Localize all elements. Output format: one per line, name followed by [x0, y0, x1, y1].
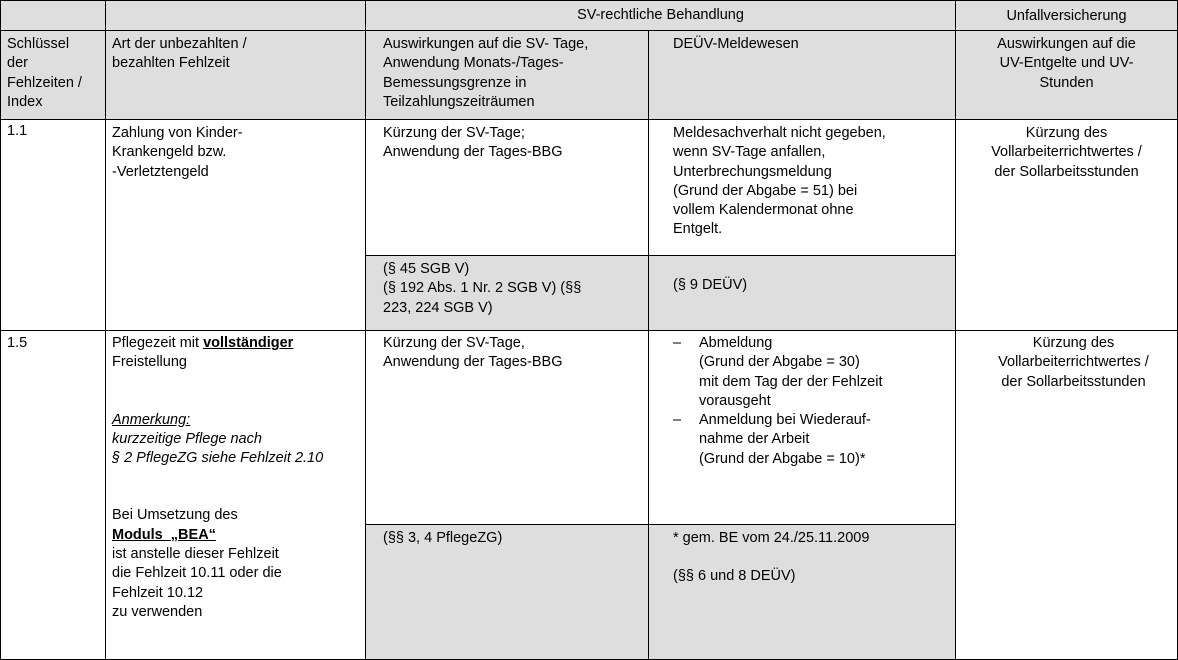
row-1-5-type-line1 — [112, 334, 359, 353]
row-1-5-deuev-ref — [648, 524, 956, 660]
header-group-uv: Unfallversicherung — [955, 0, 1178, 31]
row-1-1-deuev-ref: (§ 9 DEÜV) — [648, 255, 956, 331]
row-1-5-deuev-note: * gem. BE vom 24./25.11.2009 — [673, 530, 870, 546]
header-group-sv: SV-rechtliche Behandlung — [365, 0, 956, 31]
row-1-5-uv: Kürzung des Vollarbeiterrichtwertes / der Sollarbeitsstunden — [955, 330, 1178, 660]
row-1-5-type — [105, 330, 366, 660]
row-1-5-bea-prefix: Bei Umsetzung des — [112, 507, 238, 524]
row-1-5-type-emphasis: vollständiger — [203, 335, 294, 351]
row-1-1-deuev: Meldesachverhalt nicht gegeben, wenn SV-Tage anfallen, Unterbrechungsmeldung (Grund der Abgabe = 51) bei vollem Kalendermonat ohne Entgelt. — [648, 119, 956, 256]
row-1-5-bea-emphasis: Moduls „BEA“ — [112, 526, 216, 543]
header-col-sv-days: Auswirkungen auf die SV- Tage, Anwendung Monats-/Tages- Bemessungsgrenze in Teilzahlungszeiträumen — [365, 30, 649, 120]
header-col-key: Schlüssel der Fehlzeiten / Index — [0, 30, 106, 120]
row-1-5-bea-suffix: ist anstelle dieser Fehlzeit die Fehlzeit 10.11 oder die Fehlzeit 10.12 zu verwenden — [112, 546, 282, 620]
row-1-5-key: 1.5 — [0, 330, 106, 660]
row-1-1-uv: Kürzung des Vollarbeiterrichtwertes / der Sollarbeitsstunden — [955, 119, 1178, 331]
row-1-5-deuev-ref-text: (§§ 6 und 8 DEÜV) — [673, 568, 796, 585]
row-1-1-type: Zahlung von Kinder- Krankengeld bzw. -Verletztengeld — [105, 119, 366, 331]
row-1-5-deuev-item: – Abmeldung (Grund der Abgabe = 30) mit dem Tag der der Fehlzeit vorausgeht — [673, 334, 949, 411]
row-1-5-note-text: kurzzeitige Pflege nach § 2 PflegeZG siehe Fehlzeit 2.10 — [112, 430, 324, 467]
row-1-5-note-label: Anmerkung: — [112, 411, 191, 428]
header-col-uv: Auswirkungen auf die UV-Entgelte und UV- Stunden — [955, 30, 1178, 120]
row-1-5-deuev — [648, 330, 956, 525]
row-1-5-type-prefix: Pflegezeit mit — [112, 335, 204, 351]
row-1-5-sv-days: Kürzung der SV-Tage, Anwendung der Tages-BBG — [365, 330, 649, 525]
header-corner-key — [0, 0, 106, 31]
row-1-5-deuev-item: – Anmeldung bei Wiederauf- nahme der Arbeit (Grund der Abgabe = 10)* — [673, 411, 949, 469]
row-1-1-sv-days-ref: (§ 45 SGB V) (§ 192 Abs. 1 Nr. 2 SGB V) (§§ 223, 224 SGB V) — [365, 255, 649, 331]
header-col-type: Art der unbezahlten / bezahlten Fehlzeit — [105, 30, 366, 120]
row-1-5-deuev-list — [673, 334, 949, 469]
row-1-5-sv-days-ref: (§§ 3, 4 PflegeZG) — [365, 524, 649, 660]
header-corner-type — [105, 0, 366, 31]
row-1-5-type-suffix: Freistellung — [112, 354, 187, 371]
row-1-1-sv-days: Kürzung der SV-Tage; Anwendung der Tages-BBG — [365, 119, 649, 256]
header-col-deuev: DEÜV-Meldewesen — [648, 30, 956, 120]
row-1-1-key: 1.1 — [0, 119, 106, 331]
